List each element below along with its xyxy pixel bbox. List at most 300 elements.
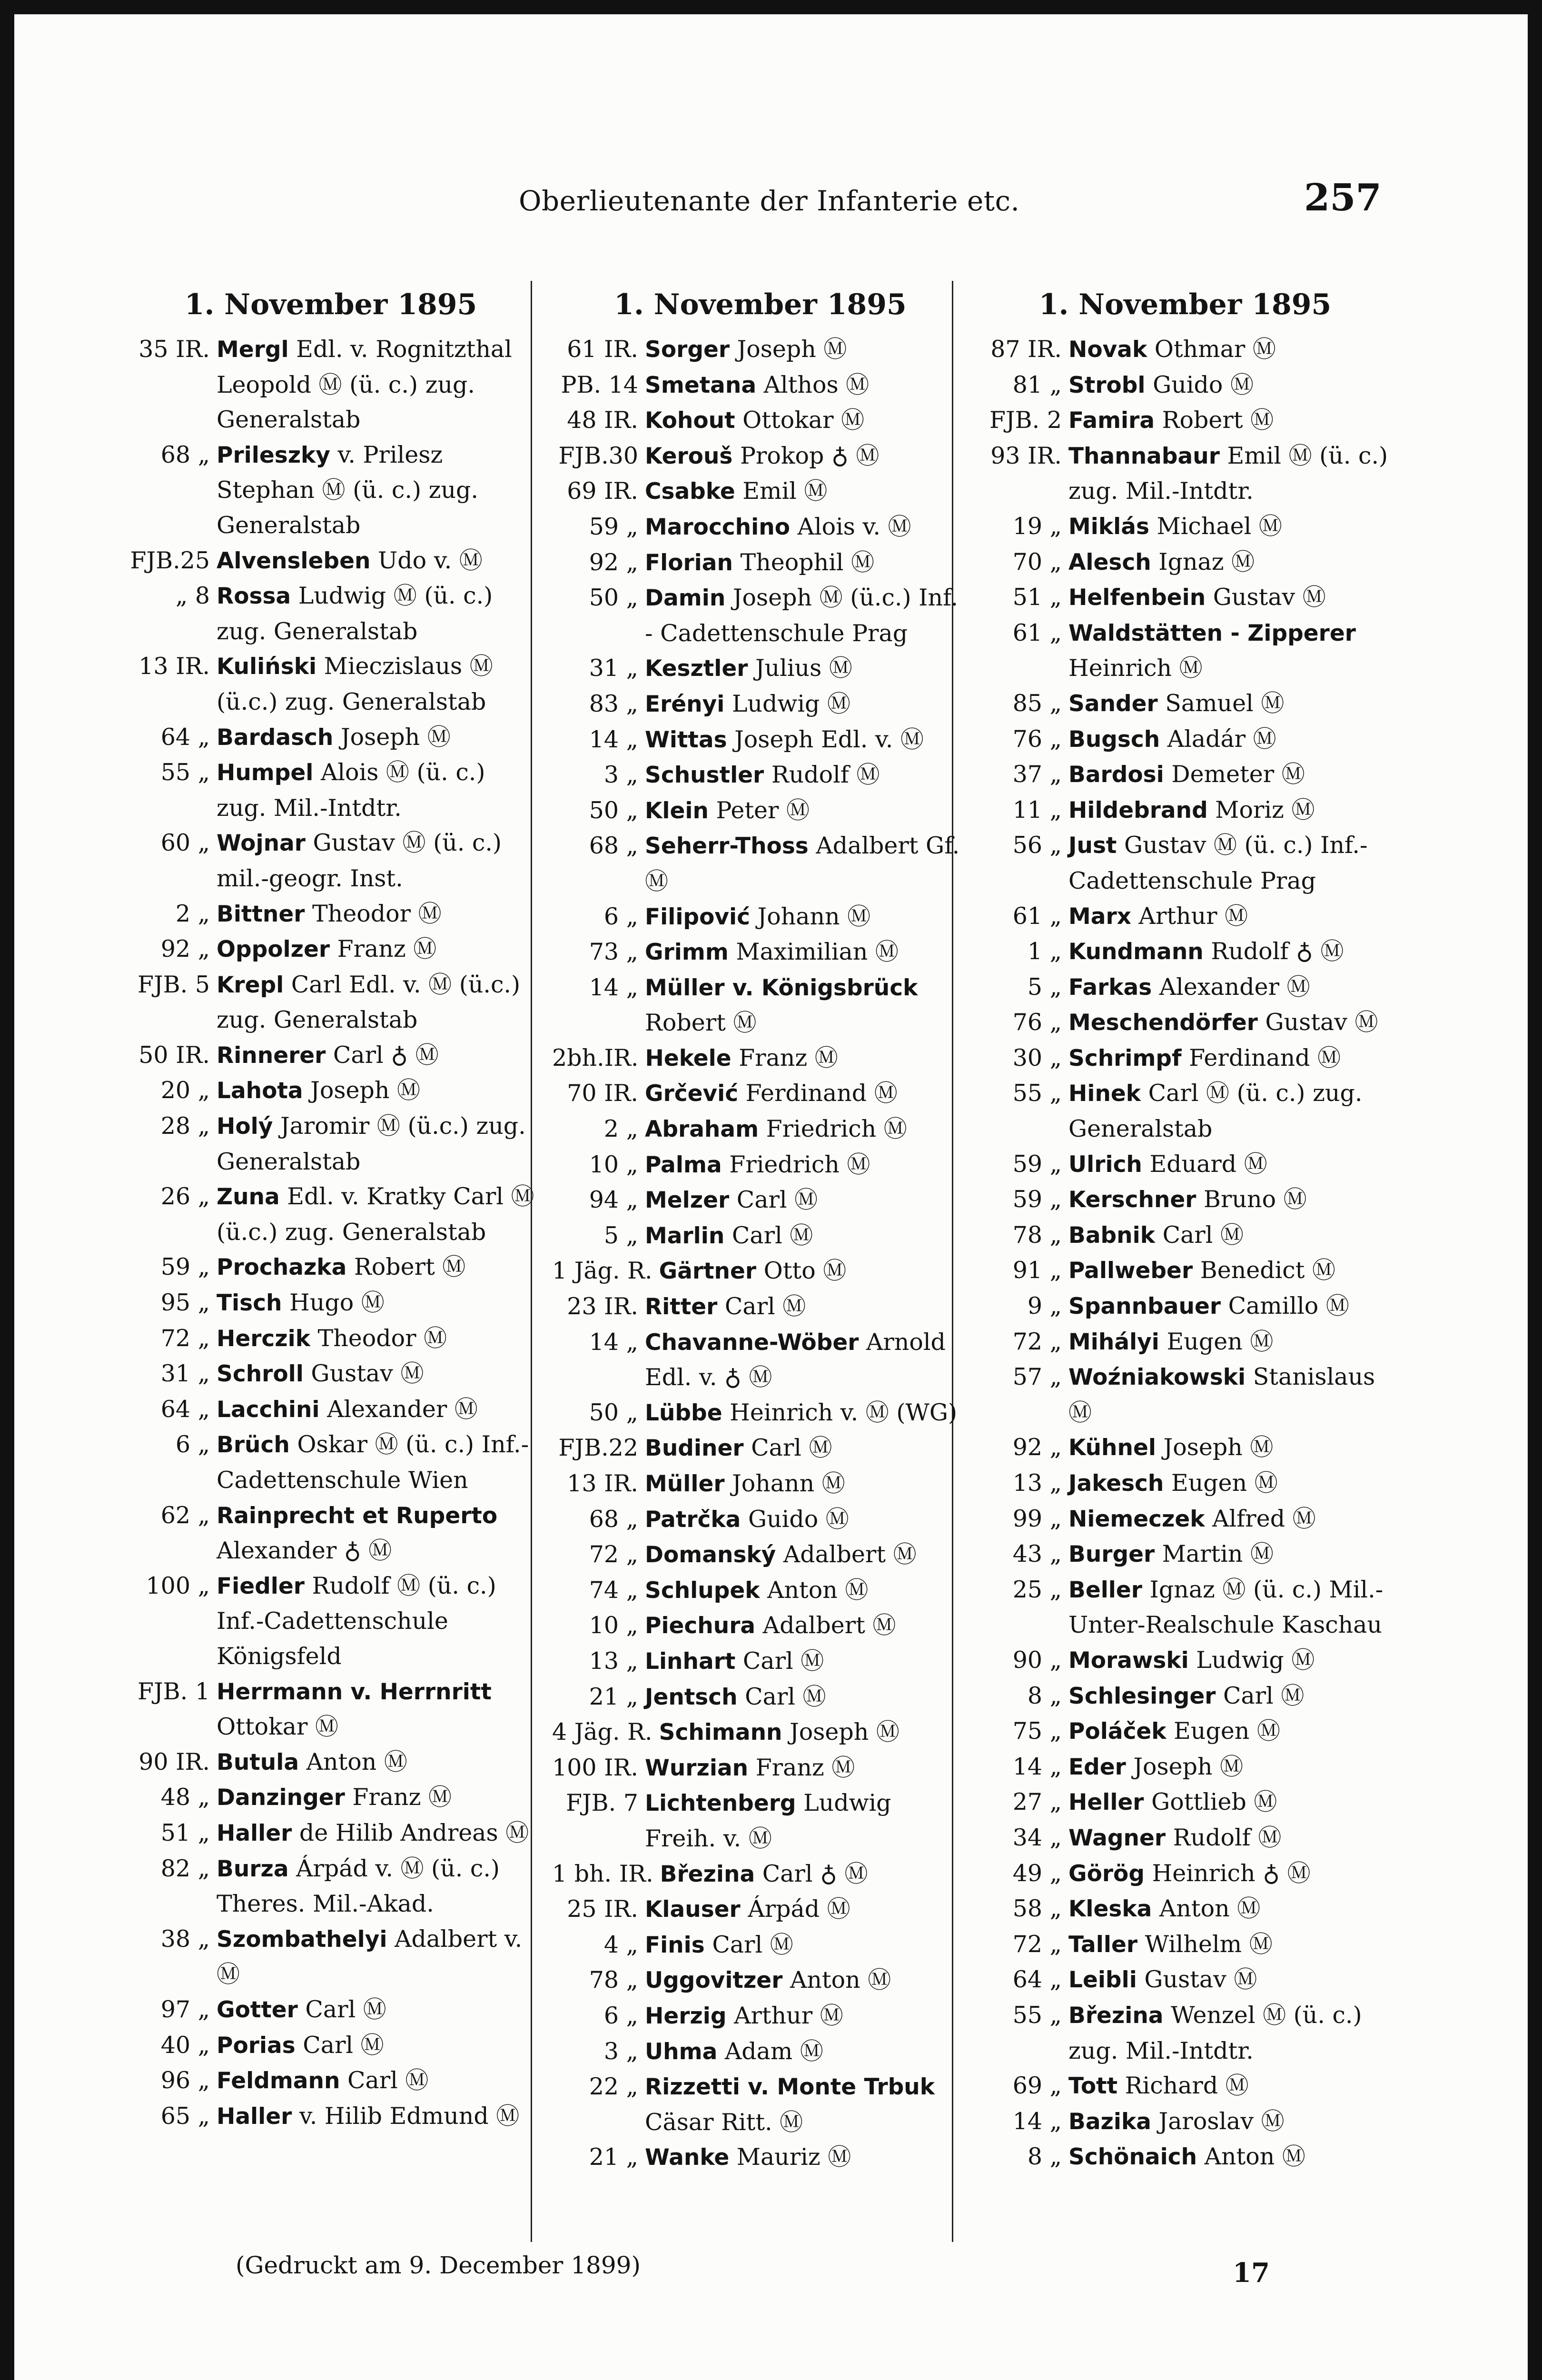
roster-entry [976, 1182, 1394, 1218]
regiment-label: 23 IR. [567, 1293, 638, 1320]
regiment-label: 35 IR. [138, 336, 210, 363]
regiment-label: 59 „ [160, 1253, 210, 1281]
details: Rudolf Ⓜ [764, 761, 880, 789]
surname: Klein [645, 797, 709, 824]
roster-entry [976, 1430, 1394, 1466]
details: Emil Ⓜ (ü. c.) zug. Mil.-Intdtr. [1068, 442, 1388, 505]
officer-record [217, 1498, 538, 1568]
details: de Hilib Andreas Ⓜ [292, 1819, 529, 1846]
surname: Tisch [217, 1290, 282, 1317]
roster-entry [976, 1820, 1394, 1856]
details: Alois v. Ⓜ [790, 513, 911, 540]
regiment-label: 5 „ [1027, 973, 1062, 1001]
details: Hugo Ⓜ [282, 1289, 385, 1317]
surname: Wittas [645, 726, 727, 753]
officer-record [1068, 1643, 1394, 1678]
surname: Mergl [217, 337, 289, 363]
surname: Woźniakowski [1068, 1364, 1246, 1391]
officer-record [645, 1395, 969, 1431]
document-page [14, 14, 1528, 2380]
details: Theophil Ⓜ [732, 548, 875, 576]
regiment-label: 94 „ [589, 1186, 638, 1214]
details: Mauriz Ⓜ [729, 2143, 851, 2171]
regiment-label: FJB. 5 [138, 971, 210, 998]
surname: Schlupek [645, 1577, 760, 1604]
surname: Feldmann [217, 2068, 340, 2094]
details: Camillo Ⓜ [1221, 1292, 1349, 1320]
officer-record [1068, 1891, 1394, 1927]
details: Gustav Ⓜ [303, 1360, 424, 1388]
details: Joseph Ⓜ [730, 336, 847, 363]
surname: Famira [1068, 407, 1155, 434]
regiment-label: 72 „ [1012, 1328, 1062, 1355]
regiment-label: 78 „ [589, 1966, 638, 1994]
regiment-label: 25 IR. [567, 1895, 638, 1923]
page-number: 257 [1304, 176, 1382, 219]
officer-record [217, 896, 538, 932]
officer-record [217, 332, 538, 437]
surname: Müller v. Königsbrück [645, 974, 918, 1001]
officer-record [1068, 1324, 1394, 1360]
surname: Marlin [645, 1222, 725, 1249]
roster-entry [976, 1927, 1394, 1963]
regiment-label: 95 „ [160, 1289, 210, 1317]
regiment-label: 90 „ [1012, 1646, 1062, 1674]
officer-record [645, 1785, 969, 1856]
surname: Wagner [1068, 1825, 1166, 1851]
details: Carl Edl. v. Ⓜ (ü.c.) zug. Generalstab [217, 971, 521, 1034]
regiment-label: 72 „ [160, 1324, 210, 1352]
surname: Kühnel [1068, 1435, 1156, 1461]
surname: Kleska [1068, 1896, 1152, 1923]
surname: Jakesch [1068, 1470, 1164, 1497]
details: Ignaz Ⓜ [1151, 548, 1255, 575]
roster-entry [552, 1750, 969, 1786]
regiment-label: 13 IR. [567, 1470, 638, 1497]
surname: Burza [217, 1855, 289, 1882]
regiment-label: 92 „ [589, 548, 638, 576]
regiment-label: 21 „ [589, 1683, 638, 1710]
officer-record [645, 1502, 969, 1537]
roster-entry [976, 2104, 1394, 2140]
details: Jaroslav Ⓜ [1151, 2107, 1285, 2135]
roster-entry [124, 2099, 538, 2134]
roster-entry [124, 1922, 538, 1992]
details: Gustav Ⓜ (ü. c.) Inf.-Cadettenschule Prag [1068, 832, 1368, 894]
details: Eduard Ⓜ [1142, 1150, 1267, 1178]
regiment-label: 48 „ [160, 1784, 210, 1811]
officer-record [645, 1608, 969, 1644]
roster-entry [124, 1992, 538, 2028]
details: Carl ♁ Ⓜ [755, 1860, 868, 1887]
officer-record [1068, 1076, 1394, 1146]
surname: Novak [1068, 337, 1147, 363]
details: Carl Ⓜ [1216, 1682, 1305, 1709]
surname: Bardasch [217, 724, 334, 751]
officer-record [217, 437, 538, 543]
running-head: Oberlieutenante der Infanterie etc. [519, 185, 1020, 217]
officer-record [645, 474, 969, 509]
officer-record [217, 1073, 538, 1109]
details: Friedrich Ⓜ [759, 1115, 907, 1143]
details: Anton Ⓜ [1152, 1895, 1261, 1923]
roster-entry [976, 1678, 1394, 1714]
regiment-label: 48 IR. [567, 407, 638, 434]
details: Martin Ⓜ [1155, 1540, 1274, 1568]
regiment-label: 100 IR. [552, 1754, 638, 1781]
roster-entry [552, 580, 969, 651]
roster-entry [976, 828, 1394, 898]
surname: Seherr-Thoss [645, 833, 809, 860]
details: Carl Ⓜ [704, 1931, 793, 1958]
details: Bruno Ⓜ [1196, 1186, 1307, 1213]
officer-record [645, 1927, 969, 1963]
regiment-label: FJB.30 [558, 442, 638, 469]
column-2 [552, 288, 969, 2175]
details: Rudolf Ⓜ (ü. c.) Inf.-Cadettenschule Königsfeld [217, 1572, 496, 1670]
surname: Ulrich [1068, 1151, 1142, 1178]
officer-record [1068, 1678, 1394, 1714]
roster-entry [976, 1005, 1394, 1041]
surname: Kerouš [645, 443, 733, 469]
roster-entry [976, 438, 1394, 509]
officer-record [217, 1427, 538, 1497]
surname: Marocchino [645, 514, 790, 540]
regiment-label: 9 „ [1027, 1292, 1062, 1320]
officer-record [1068, 1537, 1394, 1572]
officer-record [1068, 934, 1394, 970]
roster-entry [552, 1041, 969, 1076]
regiment-label: 11 „ [1012, 796, 1062, 823]
roster-entry [124, 1674, 538, 1745]
roster-entry [976, 1785, 1394, 1820]
roster-entry [124, 332, 538, 437]
regiment-label: PB. 14 [561, 371, 638, 398]
officer-record [1068, 1856, 1394, 1892]
surname: Oppolzer [217, 936, 330, 963]
details: Alfred Ⓜ [1205, 1505, 1316, 1532]
surname: Holý [217, 1113, 273, 1140]
roster-entry [552, 1076, 969, 1111]
roster-entry [976, 1643, 1394, 1678]
regiment-label: 59 „ [1012, 1186, 1062, 1213]
regiment-label: 51 „ [1012, 584, 1062, 611]
roster-entry [552, 1715, 969, 1750]
regiment-label: 4 Jäg. R. [552, 1718, 652, 1746]
roster-entry [976, 615, 1394, 686]
officer-record [1068, 1253, 1394, 1289]
officer-record [217, 1109, 538, 1179]
roster-entry [976, 367, 1394, 403]
regiment-label: 55 „ [1012, 2001, 1062, 2029]
officer-record [645, 1111, 969, 1147]
regiment-label: FJB. 7 [566, 1789, 638, 1817]
regiment-label: 68 „ [160, 441, 210, 468]
roster-entry [976, 1537, 1394, 1572]
roster-entry [124, 2063, 538, 2099]
regiment-label: 10 „ [589, 1612, 638, 1639]
details: Johann Ⓜ [724, 1470, 845, 1497]
roster-entry [124, 1427, 538, 1497]
regiment-label: 97 „ [160, 1995, 210, 2023]
regiment-label: 100 „ [146, 1572, 210, 1599]
roster-entry [976, 899, 1394, 934]
regiment-label: 62 „ [160, 1501, 210, 1529]
officer-record [645, 1750, 969, 1786]
column-heading: 1. November 1895 [184, 288, 477, 321]
officer-record [645, 332, 969, 367]
surname: Ritter [645, 1294, 718, 1320]
surname: Brüch [217, 1432, 290, 1458]
roster-entry [552, 1218, 969, 1254]
roster-entry [552, 828, 969, 899]
details: Adalbert v. Ⓜ [217, 1925, 523, 1988]
surname: Fiedler [217, 1573, 305, 1599]
signature-mark: 17 [1233, 2257, 1270, 2289]
regiment-label: 31 „ [160, 1360, 210, 1388]
surname: Bittner [217, 901, 305, 927]
details: Anton Ⓜ [760, 1576, 869, 1604]
regiment-label: 26 „ [160, 1183, 210, 1210]
details: Stanislaus Ⓜ [1068, 1363, 1375, 1426]
surname: Waldstätten - Zipperer [1068, 620, 1356, 646]
officer-record [645, 651, 969, 686]
surname: Hinek [1068, 1081, 1141, 1107]
surname: Kundmann [1068, 939, 1204, 965]
surname: Březina [660, 1861, 755, 1887]
regiment-label: 99 „ [1012, 1505, 1062, 1532]
details: Adalbert Gf. Ⓜ [645, 832, 960, 895]
roster-entry [976, 1041, 1394, 1076]
officer-record [645, 899, 969, 935]
roster-entry [976, 580, 1394, 615]
surname: Helfenbein [1068, 585, 1206, 611]
roster-entry [552, 1289, 969, 1325]
details: Ignaz Ⓜ (ü. c.) Mil.-Unter-Realschule Kaschau [1068, 1576, 1384, 1639]
details: Árpád v. Ⓜ (ü. c.) Theres. Mil.-Akad. [217, 1854, 500, 1918]
roster-entry [976, 1501, 1394, 1537]
roster-entry [976, 1147, 1394, 1182]
details: Rudolf Ⓜ [1166, 1824, 1282, 1851]
details: Theodor Ⓜ [310, 1324, 447, 1352]
officer-record [645, 1325, 969, 1395]
regiment-label: FJB. 1 [138, 1677, 210, 1705]
officer-record [1068, 1147, 1394, 1182]
regiment-label: 50 „ [589, 1398, 638, 1426]
details: Othmar Ⓜ [1147, 336, 1276, 363]
roster-entry [124, 1745, 538, 1780]
surname: Csabke [645, 478, 735, 505]
surname: Porias [217, 2032, 296, 2059]
details: Adam Ⓜ [717, 2037, 823, 2065]
officer-record [1068, 1749, 1394, 1785]
officer-record [1068, 1572, 1394, 1643]
surname: Kohout [645, 407, 735, 434]
officer-record [1068, 1962, 1394, 1998]
roster-entry [552, 1182, 969, 1218]
roster-entry [552, 1325, 969, 1395]
details: Heinrich v. Ⓜ (WG) [722, 1398, 958, 1426]
roster-entry [124, 1321, 538, 1357]
regiment-label: 76 „ [1012, 725, 1062, 753]
regiment-label: 50 IR. [138, 1041, 210, 1069]
roster-entry [124, 1851, 538, 1922]
officer-record [645, 722, 969, 758]
surname: Piechura [645, 1613, 756, 1639]
officer-record [645, 1289, 969, 1325]
roster-entry [976, 1324, 1394, 1360]
officer-record [645, 403, 969, 438]
regiment-label: 13 „ [1012, 1469, 1062, 1497]
officer-record [645, 828, 969, 899]
details: Peter Ⓜ [708, 796, 810, 824]
officer-record [217, 1922, 538, 1992]
surname: Haller [217, 1820, 292, 1846]
surname: Klauser [645, 1896, 741, 1923]
regiment-label: 57 „ [1012, 1363, 1062, 1391]
roster-entry [552, 934, 969, 970]
surname: Schroll [217, 1361, 304, 1388]
officer-record [645, 970, 969, 1041]
surname: Burger [1068, 1541, 1155, 1568]
officer-record [645, 2034, 969, 2070]
officer-record [645, 1644, 969, 1679]
surname: Abraham [645, 1116, 759, 1143]
details: Cäsar Ritt. Ⓜ [645, 2108, 803, 2136]
surname: Wanke [645, 2144, 730, 2171]
surname: Budiner [645, 1435, 744, 1462]
surname: Grimm [645, 939, 729, 966]
officer-record [217, 1392, 538, 1428]
surname: Rizzetti v. Monte Trbuk [645, 2074, 935, 2101]
roster-entry [976, 1572, 1394, 1643]
column-heading: 1. November 1895 [614, 288, 907, 321]
surname: Chavanne-Wöber [645, 1329, 859, 1356]
roster-entry [552, 1892, 969, 1927]
officer-record [645, 1573, 969, 1608]
surname: Taller [1068, 1931, 1137, 1958]
regiment-label: 91 „ [1012, 1257, 1062, 1284]
officer-record [1068, 509, 1394, 545]
regiment-label: 2 „ [603, 1115, 638, 1143]
details: Gustav Ⓜ [1257, 1009, 1378, 1036]
roster-entry [552, 1253, 969, 1289]
roster-entry [552, 2034, 969, 2070]
officer-record [1068, 403, 1394, 438]
roster-entry [552, 2069, 969, 2140]
officer-record [659, 1253, 969, 1289]
surname: Schrimpf [1068, 1045, 1182, 1071]
regiment-label: „ 8 [175, 582, 210, 610]
regiment-label: 43 „ [1012, 1540, 1062, 1568]
details: v. Hilib Edmund Ⓜ [292, 2102, 520, 2130]
regiment-label: 14 „ [589, 1328, 638, 1356]
officer-record [217, 755, 538, 825]
details: Carl Ⓜ [735, 1647, 824, 1675]
details: Carl Ⓜ [743, 1434, 832, 1462]
regiment-label: 2bh.IR. [552, 1044, 639, 1071]
surname: Mihályi [1068, 1329, 1159, 1355]
regiment-label: 58 „ [1012, 1895, 1062, 1923]
regiment-label: 55 „ [1012, 1080, 1062, 1107]
officer-record [645, 1430, 969, 1466]
details: Carl Ⓜ [295, 2031, 384, 2059]
surname: Linhart [645, 1648, 736, 1675]
details: Eugen Ⓜ [1166, 1717, 1280, 1745]
surname: Babnik [1068, 1222, 1156, 1249]
details: Robert Ⓜ [1155, 407, 1274, 434]
surname: Lahota [217, 1078, 303, 1104]
officer-record [217, 1038, 538, 1073]
officer-record [1068, 545, 1394, 580]
roster-entry [124, 1073, 538, 1109]
details: Franz Ⓜ [748, 1754, 855, 1781]
regiment-label: 76 „ [1012, 1009, 1062, 1036]
details: Udo v. Ⓜ [370, 546, 483, 574]
details: Richard Ⓜ [1117, 2072, 1249, 2100]
officer-record [645, 2069, 969, 2140]
officer-record [1068, 2139, 1394, 2175]
surname: Leibli [1068, 1967, 1137, 1993]
officer-record [217, 2099, 538, 2134]
details: Carl ♁ Ⓜ [326, 1041, 439, 1069]
officer-record [217, 649, 538, 719]
details: Franz Ⓜ [345, 1784, 452, 1811]
officer-record [645, 367, 969, 403]
details: Mieczislaus Ⓜ (ü.c.) zug. Generalstab [217, 653, 493, 715]
surname: Thannabaur [1068, 443, 1220, 469]
surname: Morawski [1068, 1647, 1189, 1674]
roster-entry [124, 649, 538, 719]
surname: Damin [645, 585, 726, 612]
roster-entry [976, 1359, 1394, 1430]
roster-entry [552, 332, 969, 367]
regiment-label: 5 „ [603, 1221, 638, 1249]
surname: Prochazka [217, 1254, 347, 1281]
officer-record [645, 2140, 969, 2175]
surname: Wurzian [645, 1755, 749, 1781]
regiment-label: 60 „ [160, 829, 210, 857]
regiment-label: 70 IR. [567, 1080, 638, 1107]
roster-entry [552, 1502, 969, 1537]
roster-entry [552, 2140, 969, 2175]
officer-record [645, 580, 969, 651]
details: Gottlieb Ⓜ [1144, 1788, 1277, 1816]
officer-record [645, 1182, 969, 1218]
roster-entry [552, 1927, 969, 1963]
officer-record [1068, 793, 1394, 828]
details: Gustav Ⓜ (ü. c.) mil.-geogr. Inst. [217, 829, 502, 892]
roster-entry [552, 1679, 969, 1715]
roster-entry [552, 1998, 969, 2034]
details: Joseph Ⓜ [1156, 1434, 1274, 1461]
roster-entry [552, 367, 969, 403]
regiment-label: 61 „ [1012, 619, 1062, 646]
roster-entry [124, 720, 538, 755]
officer-record [1068, 1005, 1394, 1041]
regiment-label: FJB. 2 [989, 407, 1062, 434]
roster-entry [552, 1608, 969, 1644]
surname: Alesch [1068, 549, 1151, 575]
details: Moriz Ⓜ [1207, 796, 1315, 823]
details: Heinrich ♁ Ⓜ [1144, 1859, 1311, 1887]
surname: Poláček [1068, 1718, 1166, 1745]
details: Arnold Edl. v. ♁ Ⓜ [645, 1328, 946, 1391]
roster-entry [124, 1038, 538, 1073]
surname: Lichtenberg [645, 1790, 796, 1817]
regiment-label: 22 „ [589, 2073, 638, 2101]
details: Otto Ⓜ [756, 1257, 847, 1285]
